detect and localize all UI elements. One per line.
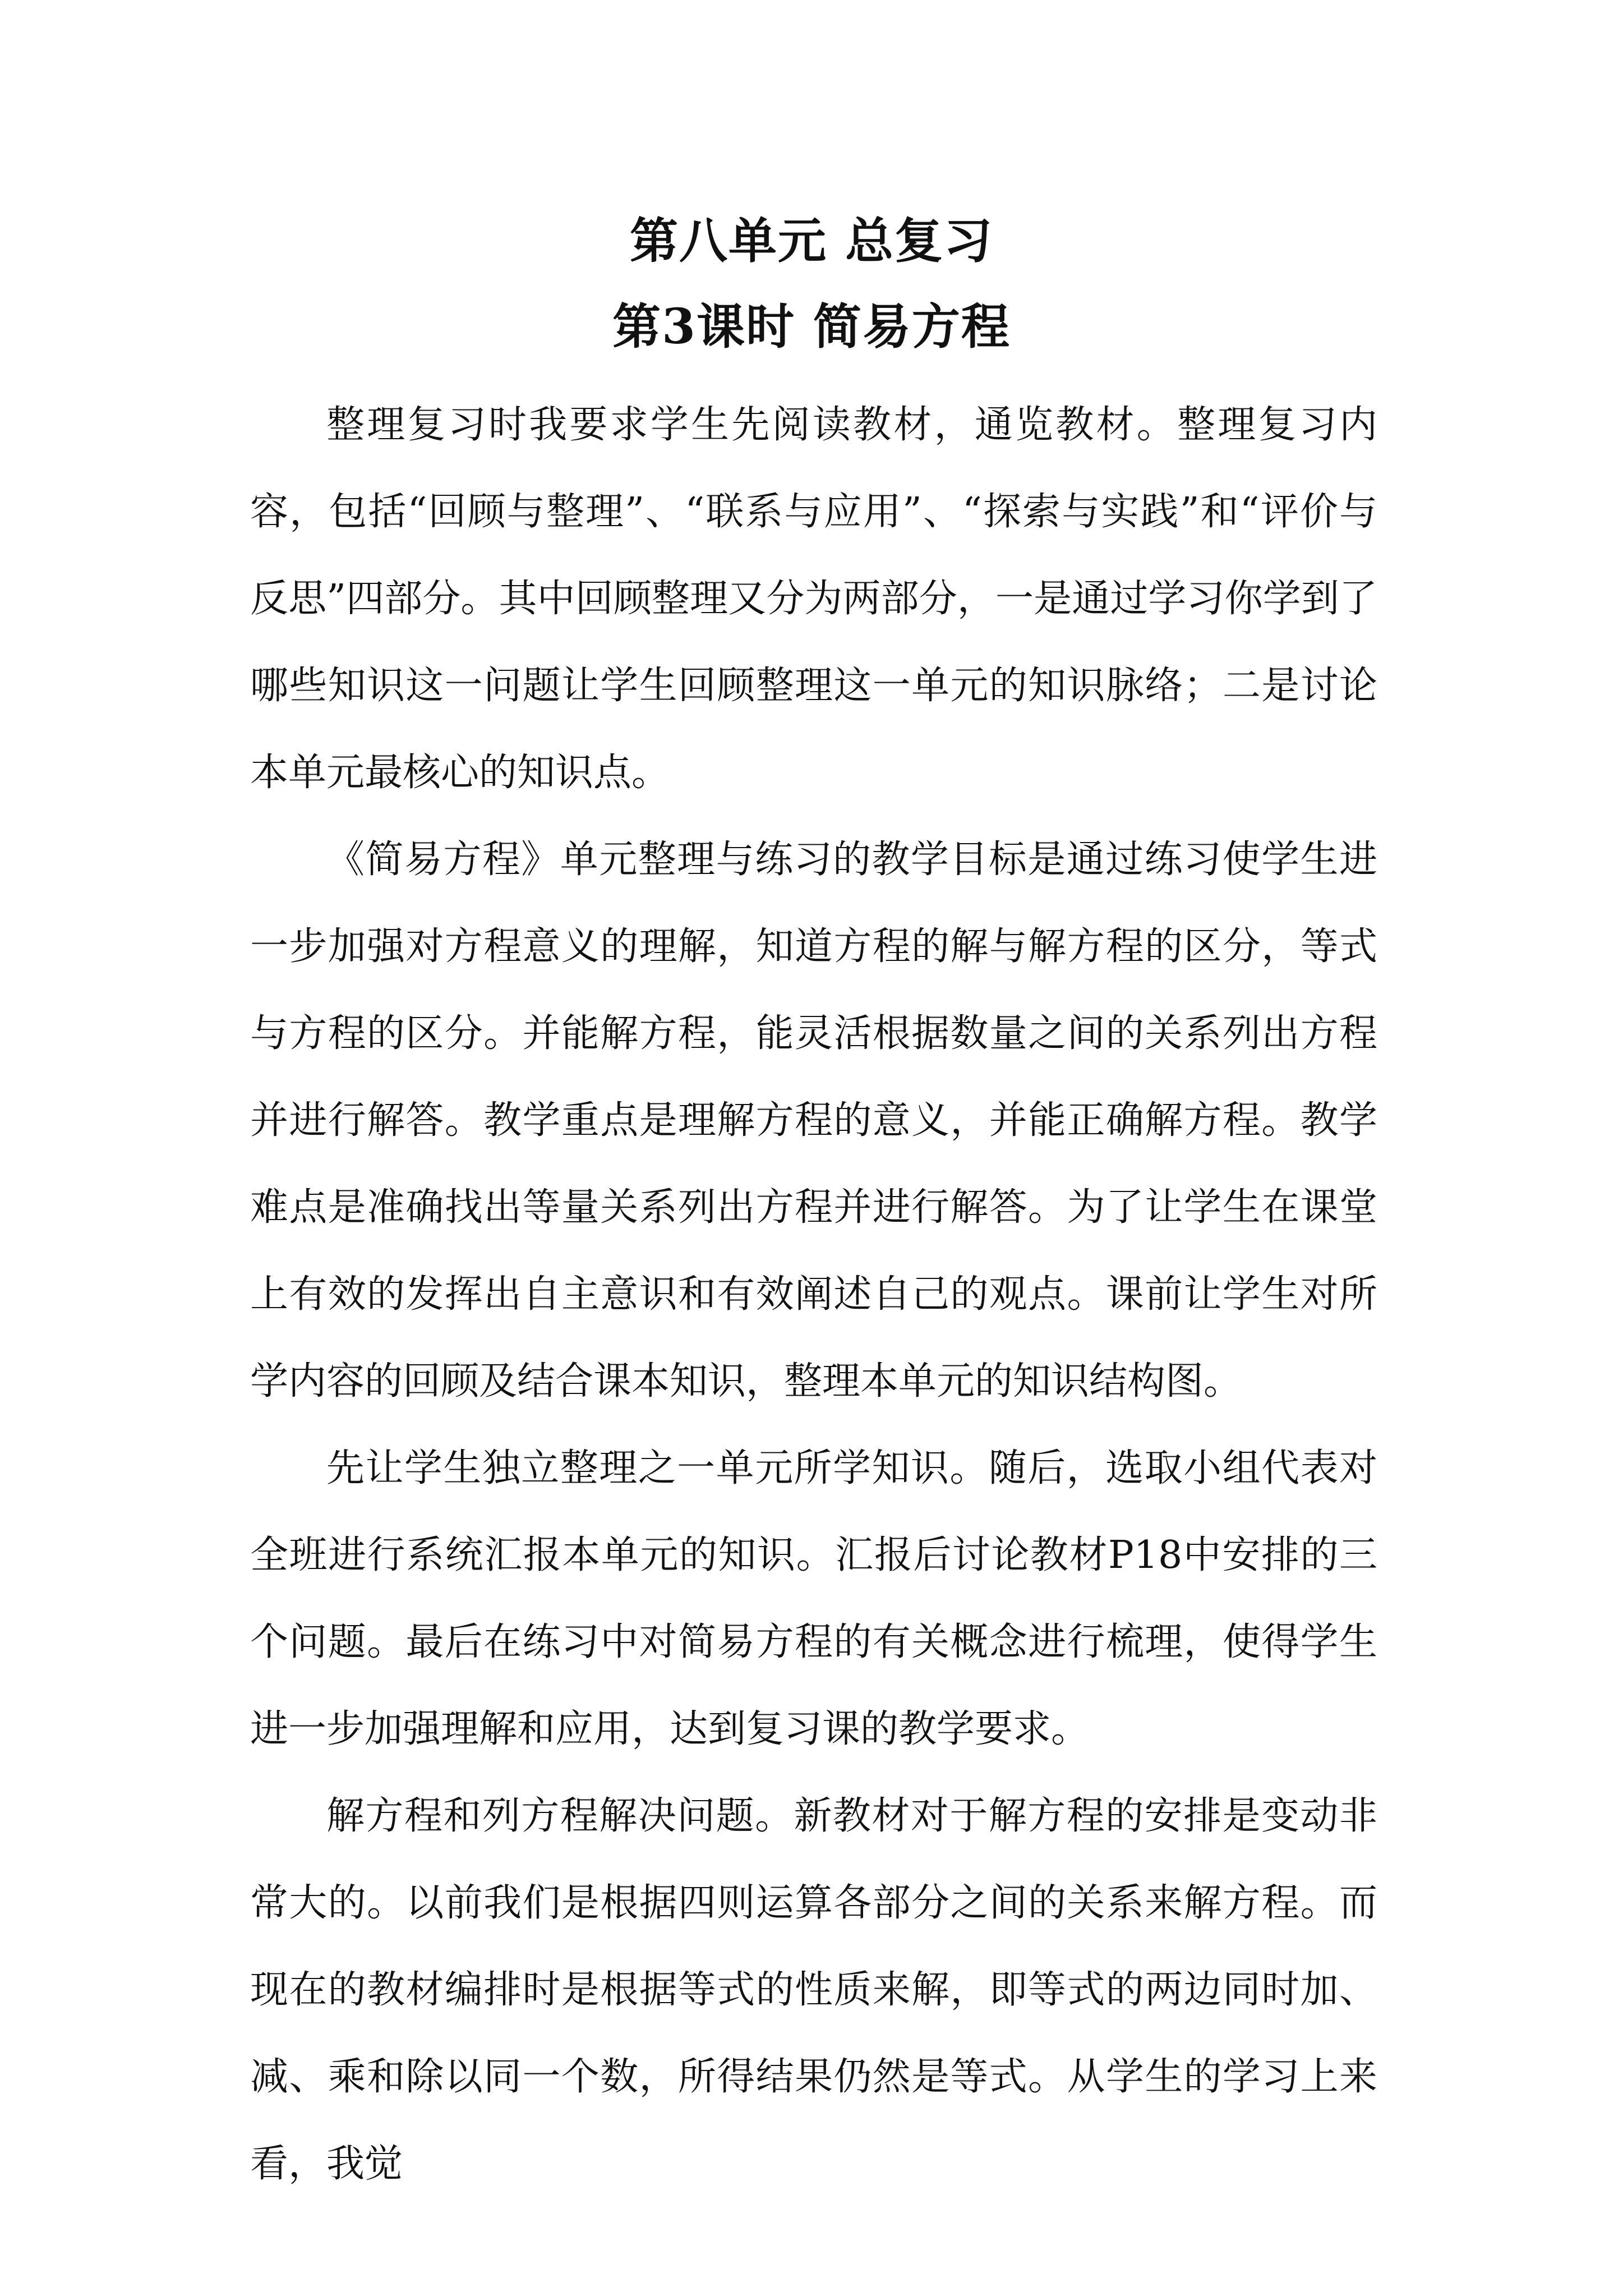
- paragraph-class-process: 先让学生独立整理之一单元所学知识。随后，选取小组代表对全班进行系统汇报本单元的知识。汇报后讨论教材P18中安排的三个问题。最后在练习中对简易方程的有关概念进行梳理，使得学生进一步加强理解和应用，达到复习课的教学要求。: [250, 1446, 1377, 1751]
- paragraph-review-overview: 整理复习时我要求学生先阅读教材，通览教材。整理复习内容，包括“回顾与整理”、“联系与应用”、“探索与实践”和“评价与反思”四部分。其中回顾整理又分为两部分，一是通过学习你学到了哪些知识这一问题让学生回顾整理这一单元的知识脉络；二是讨论本单元最核心的知识点。: [250, 403, 1377, 795]
- paragraph-solving-equations: 解方程和列方程解决问题。新教材对于解方程的安排是变动非常大的。以前我们是根据四则运算各部分之间的关系来解方程。而现在的教材编排时是根据等式的性质来解，即等式的两边同时加、减、乘和除以同一个数，所得结果仍然是等式。从学生的学习上来看，我觉: [250, 1794, 1377, 2186]
- document-title: 第八单元 总复习: [630, 213, 993, 269]
- document-subtitle: 第3课时 简易方程: [612, 298, 1011, 355]
- document-body: [250, 381, 1377, 2207]
- paragraph-teaching-goals: 《简易方程》单元整理与练习的教学目标是通过练习使学生进一步加强对方程意义的理解，知道方程的解与解方程的区分，等式与方程的区分。并能解方程，能灵活根据数量之间的关系列出方程并进行解答。教学重点是理解方程的意义，并能正确解方程。教学难点是准确找出等量关系列出方程并进行解答。为了让学生在课堂上有效的发挥出自主意识和有效阐述自己的观点。课前让学生对所学内容的回顾及结合课本知识，整理本单元的知识结构图。: [250, 838, 1377, 1404]
